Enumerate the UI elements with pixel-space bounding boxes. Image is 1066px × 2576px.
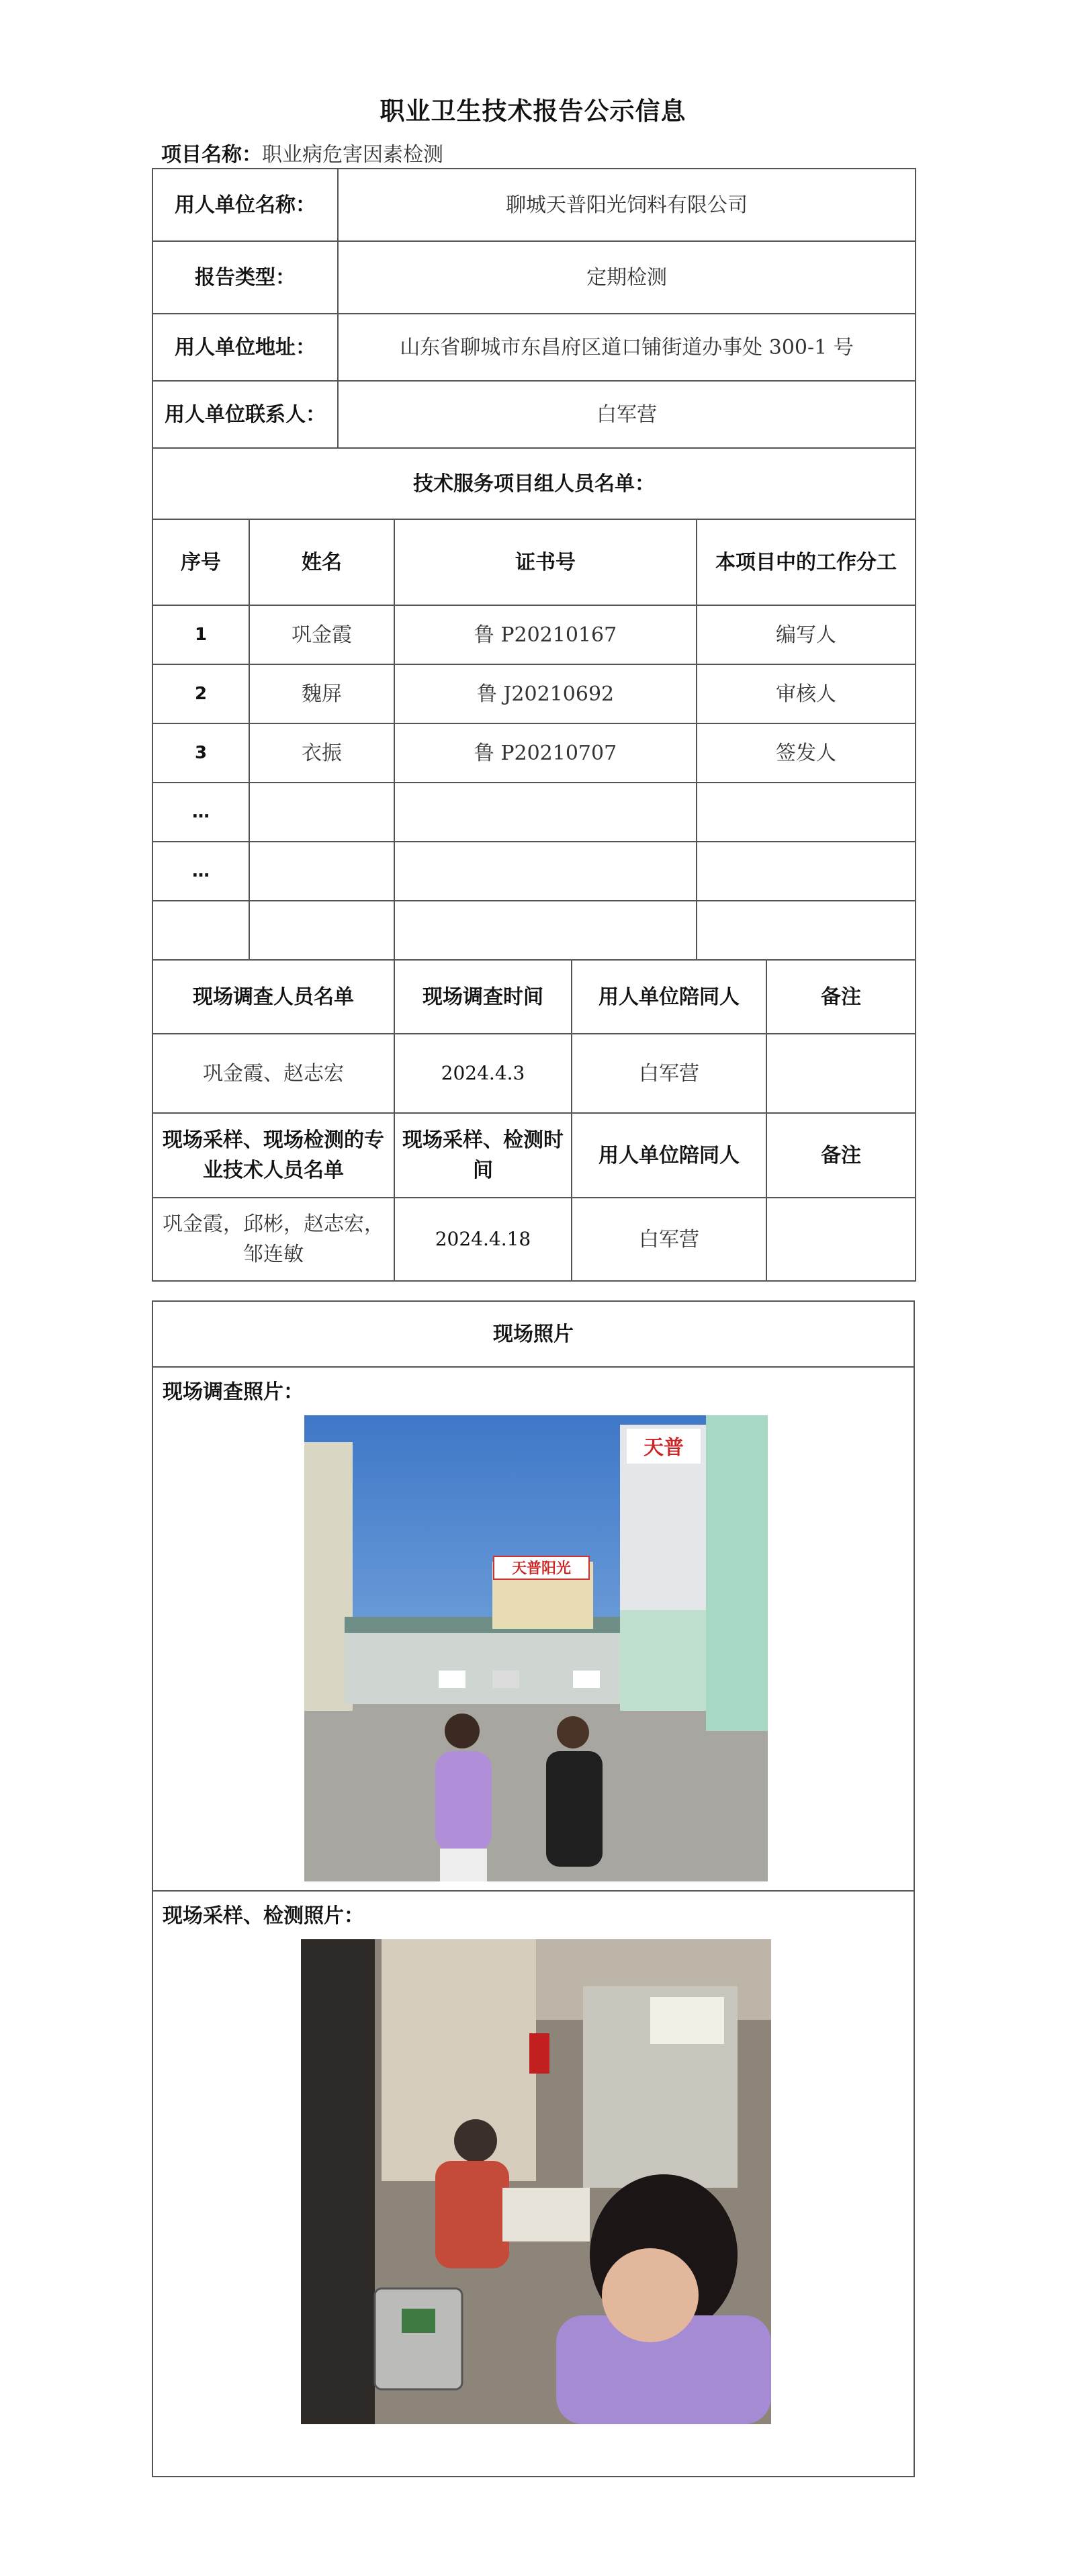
- row-role: [697, 842, 916, 901]
- building-sign: 天普阳光: [511, 1560, 572, 1577]
- row-no: 2: [152, 664, 249, 723]
- row-cert: [394, 901, 697, 960]
- survey-header-note: 备注: [766, 960, 916, 1034]
- sampling-photo-label: 现场采样、检测照片：: [163, 1904, 364, 1928]
- report-info-table: [152, 168, 916, 520]
- row-role: 签发人: [697, 723, 916, 783]
- unit-name-value: 聊城天普阳光饲料有限公司: [338, 169, 916, 241]
- survey-header-date: 现场调查时间: [394, 960, 572, 1034]
- report-type-value: 定期检测: [338, 241, 916, 314]
- table-row: [152, 664, 916, 723]
- sampling-photo: [301, 1939, 771, 2424]
- unit-name-label: 用人单位名称：: [152, 169, 338, 241]
- team-header-cert: 证书号: [394, 519, 697, 605]
- project-line: [161, 138, 443, 167]
- survey-table: [152, 959, 916, 1282]
- row-name: [249, 783, 394, 842]
- sampling-note: [766, 1198, 916, 1281]
- sampling-staff: 巩金霞，邱彬，赵志宏，邹连敏: [152, 1198, 394, 1281]
- row-no: 1: [152, 605, 249, 664]
- tower-sign: 天普: [643, 1436, 684, 1460]
- team-header-name: 姓名: [249, 519, 394, 605]
- team-heading: 技术服务项目组人员名单：: [152, 448, 916, 519]
- team-header-no: 序号: [152, 519, 249, 605]
- table-row: [152, 901, 916, 960]
- survey-header-escort: 用人单位陪同人: [572, 960, 766, 1034]
- survey-header-staff: 现场调查人员名单: [152, 960, 394, 1034]
- row-role: 审核人: [697, 664, 916, 723]
- team-table: [152, 519, 916, 961]
- sampling-header-note: 备注: [766, 1113, 916, 1198]
- table-row: [152, 723, 916, 783]
- row-cert: [394, 842, 697, 901]
- photo-heading: 现场照片: [152, 1301, 914, 1367]
- survey-photo-cell: [152, 1367, 914, 1891]
- survey-escort: 白军营: [572, 1034, 766, 1113]
- survey-photo: [304, 1415, 768, 1881]
- page-title: 职业卫生技术报告公示信息: [380, 96, 686, 126]
- sampling-date: 2024.4.18: [394, 1198, 572, 1281]
- survey-date: 2024.4.3: [394, 1034, 572, 1113]
- table-row: [152, 842, 916, 901]
- address-value: 山东省聊城市东昌府区道口铺街道办事处 300-1 号: [338, 314, 916, 381]
- table-row: [152, 783, 916, 842]
- sampling-header-escort: 用人单位陪同人: [572, 1113, 766, 1198]
- row-no: …: [152, 783, 249, 842]
- sampling-header-date: 现场采样、检测时间: [394, 1113, 572, 1198]
- row-no: [152, 901, 249, 960]
- row-no: …: [152, 842, 249, 901]
- row-name: 魏屏: [249, 664, 394, 723]
- row-cert: [394, 783, 697, 842]
- sampling-photo-image: [301, 1939, 771, 2424]
- project-value: 职业病危害因素检测: [262, 143, 443, 167]
- team-header-role: 本项目中的工作分工: [697, 519, 916, 605]
- row-cert: 鲁 P20210167: [394, 605, 697, 664]
- row-no: 3: [152, 723, 249, 783]
- table-row: [152, 605, 916, 664]
- row-name: [249, 842, 394, 901]
- survey-staff: 巩金霞、赵志宏: [152, 1034, 394, 1113]
- row-role: [697, 901, 916, 960]
- report-type-label: 报告类型：: [152, 241, 338, 314]
- survey-photo-image: [304, 1415, 768, 1881]
- row-cert: 鲁 P20210707: [394, 723, 697, 783]
- sampling-escort: 白军营: [572, 1198, 766, 1281]
- row-name: 衣振: [249, 723, 394, 783]
- address-label: 用人单位地址：: [152, 314, 338, 381]
- survey-photo-label: 现场调查照片：: [163, 1380, 304, 1404]
- row-role: [697, 783, 916, 842]
- row-role: 编写人: [697, 605, 916, 664]
- photo-table: [152, 1300, 915, 2477]
- row-name: 巩金霞: [249, 605, 394, 664]
- row-cert: 鲁 J20210692: [394, 664, 697, 723]
- survey-note: [766, 1034, 916, 1113]
- row-name: [249, 901, 394, 960]
- project-label: 项目名称：: [161, 143, 262, 167]
- contact-label: 用人单位联系人：: [152, 381, 338, 448]
- sampling-header-staff: 现场采样、现场检测的专业技术人员名单: [152, 1113, 394, 1198]
- sampling-photo-cell: [152, 1891, 914, 2477]
- contact-value: 白军营: [338, 381, 916, 448]
